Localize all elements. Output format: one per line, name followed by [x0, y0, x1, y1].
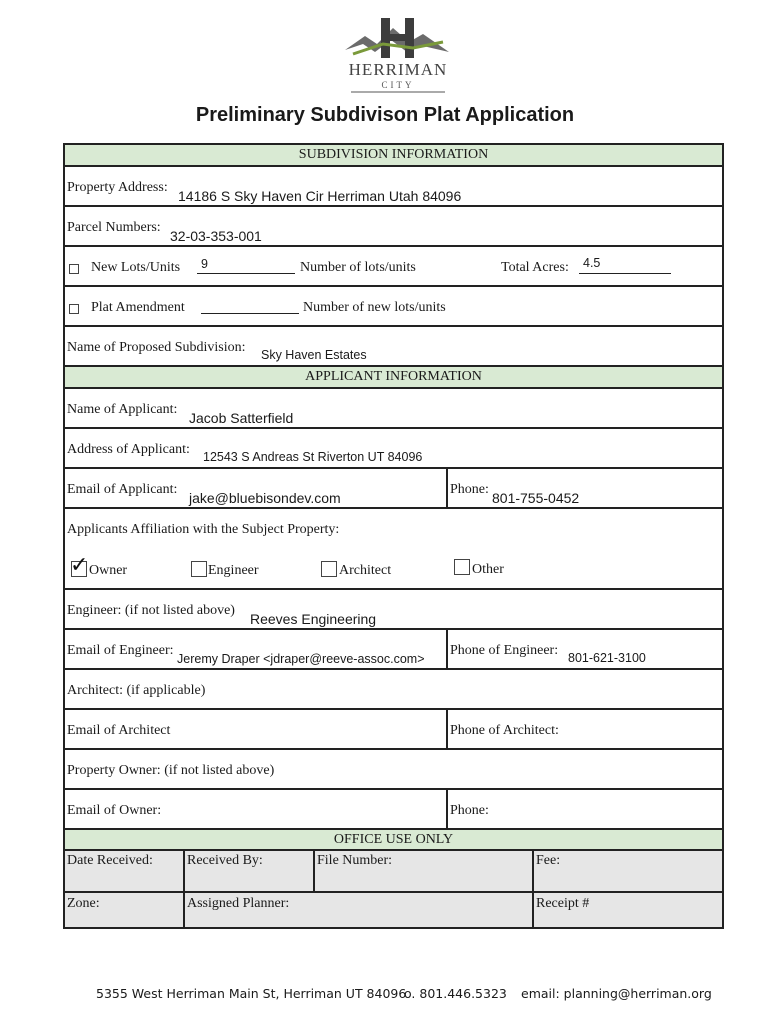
architect-email-row	[65, 710, 722, 750]
plat-amendment-checkbox[interactable]	[69, 304, 79, 314]
architect-option-label: Architect	[339, 563, 392, 578]
engineer-email-field[interactable]: Jeremy Draper <jdraper@reeve-assoc.com>	[177, 652, 425, 666]
applicant-address-label: Address of Applicant:	[67, 442, 190, 457]
applicant-name-row	[65, 389, 722, 429]
engineer-phone-field[interactable]: 801-621-3100	[568, 651, 646, 665]
proposed-name-label: Name of Proposed Subdivision:	[67, 340, 246, 355]
office-row-1	[65, 851, 722, 893]
date-received-label: Date Received:	[67, 853, 153, 868]
architect-phone-label: Phone of Architect:	[450, 723, 559, 738]
herriman-city-logo	[343, 14, 453, 96]
column-divider	[532, 893, 534, 927]
parcel-numbers-row	[65, 207, 722, 247]
owner-phone-label: Phone:	[450, 803, 489, 818]
column-divider	[313, 851, 315, 891]
total-acres-underline	[579, 273, 671, 274]
engineer-field[interactable]: Reeves Engineering	[250, 611, 377, 627]
column-divider	[183, 893, 185, 927]
proposed-name-field[interactable]: Sky Haven Estates	[261, 348, 367, 362]
engineer-row	[65, 590, 722, 630]
footer-email: email: planning@herriman.org	[521, 986, 712, 1001]
fee-label: Fee:	[536, 853, 561, 868]
applicant-section-header	[65, 367, 722, 389]
architect-checkbox[interactable]	[321, 561, 337, 577]
engineer-option-label: Engineer	[208, 563, 259, 578]
assigned-planner-label: Assigned Planner:	[187, 896, 290, 911]
applicant-phone-field[interactable]: 801-755-0452	[492, 490, 580, 506]
owner-email-label: Email of Owner:	[67, 803, 162, 818]
subdivision-section-title: SUBDIVISION INFORMATION	[298, 147, 489, 162]
owner-row	[65, 750, 722, 790]
applicant-email-row	[65, 469, 722, 509]
architect-label: Architect: (if applicable)	[67, 683, 206, 698]
applicant-email-field[interactable]: jake@bluebisondev.com	[189, 490, 341, 506]
owner-email-row	[65, 790, 722, 830]
column-divider	[532, 851, 534, 891]
logo-sub: CITY	[381, 80, 415, 90]
column-divider	[446, 630, 448, 668]
other-option-label: Other	[472, 562, 504, 577]
architect-row	[65, 670, 722, 710]
parcel-numbers-label: Parcel Numbers:	[67, 220, 161, 235]
owner-label: Property Owner: (if not listed above)	[67, 763, 275, 778]
number-new-lots-label: Number of new lots/units	[303, 300, 446, 315]
column-divider	[446, 790, 448, 828]
other-checkbox[interactable]	[454, 559, 470, 575]
plat-amendment-underline[interactable]	[201, 313, 299, 314]
new-lots-row	[65, 247, 722, 287]
number-lots-label: Number of lots/units	[300, 260, 416, 275]
office-section-header	[65, 830, 722, 851]
property-address-field[interactable]: 14186 S Sky Haven Cir Herriman Utah 84096	[178, 188, 462, 204]
office-section-title: OFFICE USE ONLY	[333, 832, 454, 847]
column-divider	[446, 710, 448, 748]
property-address-label: Property Address:	[67, 180, 168, 195]
column-divider	[183, 851, 185, 891]
applicant-address-row	[65, 429, 722, 469]
new-lots-checkbox[interactable]	[69, 264, 79, 274]
page-title: Preliminary Subdivison Plat Application	[195, 104, 575, 126]
checkmark-icon: ✓	[70, 553, 89, 578]
application-form	[63, 143, 724, 929]
engineer-label: Engineer: (if not listed above)	[67, 603, 235, 618]
proposed-name-row	[65, 327, 722, 367]
applicant-name-label: Name of Applicant:	[67, 402, 178, 417]
total-acres-label: Total Acres:	[501, 260, 569, 275]
applicant-name-field[interactable]: Jacob Satterfield	[189, 410, 294, 426]
column-divider	[446, 469, 448, 507]
applicant-email-label: Email of Applicant:	[67, 482, 178, 497]
applicant-phone-label: Phone:	[450, 482, 489, 497]
footer-address: 5355 West Herriman Main St, Herriman UT 84096	[96, 986, 407, 1001]
applicant-section-title: APPLICANT INFORMATION	[305, 369, 482, 384]
engineer-checkbox[interactable]	[191, 561, 207, 577]
received-by-label: Received By:	[187, 853, 263, 868]
new-lots-underline	[197, 273, 295, 274]
plat-amendment-row	[65, 287, 722, 327]
engineer-email-label: Email of Engineer:	[67, 643, 174, 658]
property-address-row	[65, 167, 722, 207]
total-acres-field[interactable]: 4.5	[583, 256, 601, 270]
affiliation-label: Applicants Affiliation with the Subject Property:	[67, 522, 340, 537]
subdivision-section-header	[65, 145, 722, 167]
logo-name: HERRIMAN	[348, 60, 448, 79]
parcel-numbers-field[interactable]: 32-03-353-001	[170, 228, 262, 244]
zone-label: Zone:	[67, 896, 100, 911]
engineer-email-row	[65, 630, 722, 670]
receipt-label: Receipt #	[536, 896, 590, 911]
new-lots-field[interactable]: 9	[201, 257, 208, 271]
footer-phone: o. 801.446.5323	[404, 986, 507, 1001]
architect-email-label: Email of Architect	[67, 723, 171, 738]
applicant-address-field[interactable]: 12543 S Andreas St Riverton UT 84096	[203, 450, 423, 464]
engineer-phone-label: Phone of Engineer:	[450, 643, 559, 658]
new-lots-label: New Lots/Units	[91, 260, 181, 275]
owner-option-label: Owner	[89, 563, 128, 578]
affiliation-row	[65, 509, 722, 590]
plat-amendment-label: Plat Amendment	[91, 300, 185, 315]
file-number-label: File Number:	[317, 853, 393, 868]
office-row-2	[65, 893, 722, 927]
